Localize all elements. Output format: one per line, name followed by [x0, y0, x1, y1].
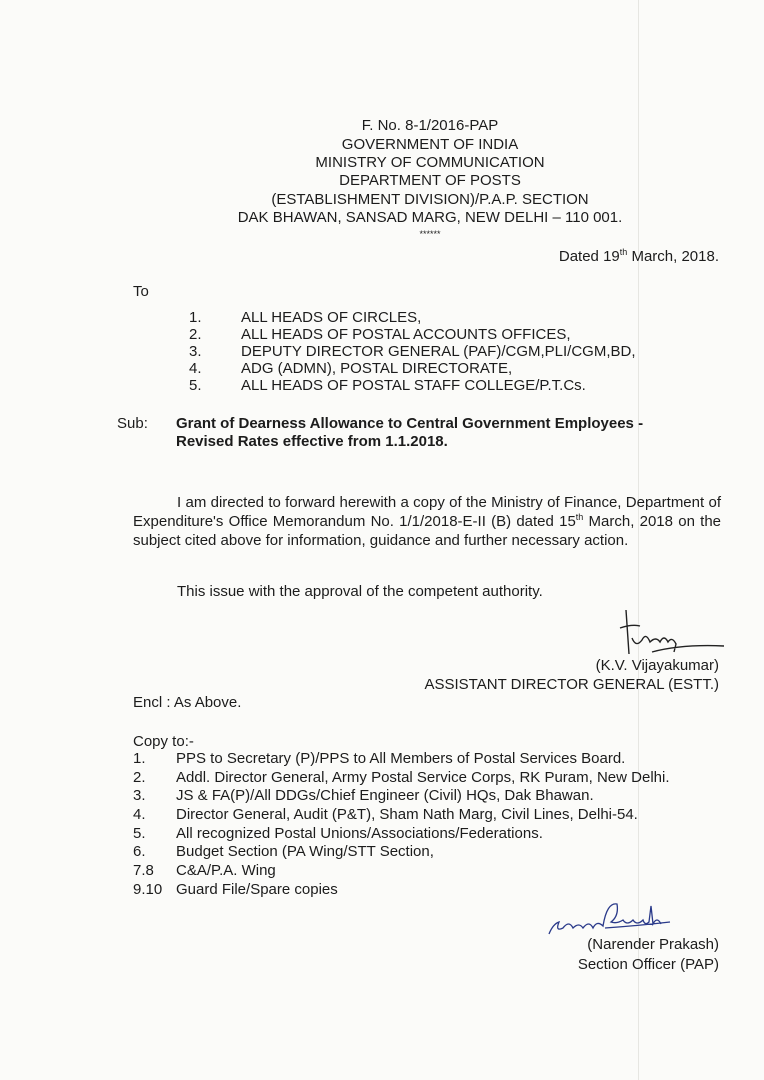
section-officer-designation: Section Officer (PAP) [577, 956, 719, 973]
list-item: ALL HEADS OF CIRCLES, [241, 309, 422, 326]
signature-vijayakumar [612, 608, 727, 663]
list-item-number: 5. [189, 377, 202, 394]
section-officer-name: (Narender Prakash) [587, 936, 719, 953]
enclosure-note: Encl : As Above. [133, 694, 242, 711]
list-item-number: 6. [133, 843, 146, 860]
list-item: PPS to Secretary (P)/PPS to All Members of Postal Services Board. [176, 750, 626, 767]
subject-label: Sub: [117, 415, 148, 432]
header-line: DAK BHAWAN, SANSAD MARG, NEW DELHI – 110 001. [237, 209, 623, 226]
signatory-designation: ASSISTANT DIRECTOR GENERAL (ESTT.) [424, 676, 719, 693]
approval-sentence: This issue with the approval of the competent authority. [177, 583, 543, 600]
list-item: Budget Section (PA Wing/STT Section, [176, 843, 434, 860]
body-paragraph: I am directed to forward herewith a copy of the Ministry of Finance, Department of Expenditure's Office Memorandum No. 1/1/2018-E-II (B) dated 15th March, 2018 on the subject cited above for information, guidance and further necessary action. [133, 494, 722, 549]
list-item-number: 5. [133, 825, 146, 842]
header-line: GOVERNMENT OF INDIA [341, 136, 519, 153]
header-line: DEPARTMENT OF POSTS [339, 172, 521, 189]
list-item: DEPUTY DIRECTOR GENERAL (PAF)/CGM,PLI/CGM,BD, [241, 343, 636, 360]
to-label: To [133, 283, 149, 300]
list-item-number: 2. [189, 326, 202, 343]
list-item-number: 2. [133, 769, 146, 786]
copy-to-label: Copy to:- [133, 733, 194, 750]
list-item-number: 4. [189, 360, 202, 377]
file-number: F. No. 8-1/2016-PAP [361, 117, 499, 134]
list-item-number: 1. [133, 750, 146, 767]
list-item-number: 9.10 [133, 881, 163, 898]
list-item-number: 3. [189, 343, 202, 360]
list-item: JS & FA(P)/All DDGs/Chief Engineer (Civil) HQs, Dak Bhawan. [176, 787, 594, 804]
separator-stars: ****** [419, 229, 441, 239]
date-line: Dated 19th March, 2018. [558, 247, 719, 265]
list-item: Director General, Audit (P&T), Sham Nath Marg, Civil Lines, Delhi-54. [176, 806, 638, 823]
list-item: ALL HEADS OF POSTAL ACCOUNTS OFFICES, [241, 326, 571, 343]
subject-line: Grant of Dearness Allowance to Central Government Employees - [176, 415, 644, 432]
signature-narender-prakash [545, 898, 675, 940]
signatory-name: (K.V. Vijayakumar) [595, 657, 719, 674]
list-item-number: 3. [133, 787, 146, 804]
list-item-number: 7.8 [133, 862, 154, 879]
list-item: Guard File/Spare copies [176, 881, 338, 898]
header-line: (ESTABLISHMENT DIVISION)/P.A.P. SECTION [271, 191, 589, 208]
list-item-number: 4. [133, 806, 146, 823]
header-line: MINISTRY OF COMMUNICATION [315, 154, 545, 171]
list-item: ADG (ADMN), POSTAL DIRECTORATE, [241, 360, 513, 377]
list-item: ALL HEADS OF POSTAL STAFF COLLEGE/P.T.Cs. [241, 377, 586, 394]
list-item-number: 1. [189, 309, 202, 326]
list-item: C&A/P.A. Wing [176, 862, 276, 879]
subject-line: Revised Rates effective from 1.1.2018. [176, 433, 448, 450]
list-item: All recognized Postal Unions/Associations/Federations. [176, 825, 543, 842]
list-item: Addl. Director General, Army Postal Service Corps, RK Puram, New Delhi. [176, 769, 670, 786]
